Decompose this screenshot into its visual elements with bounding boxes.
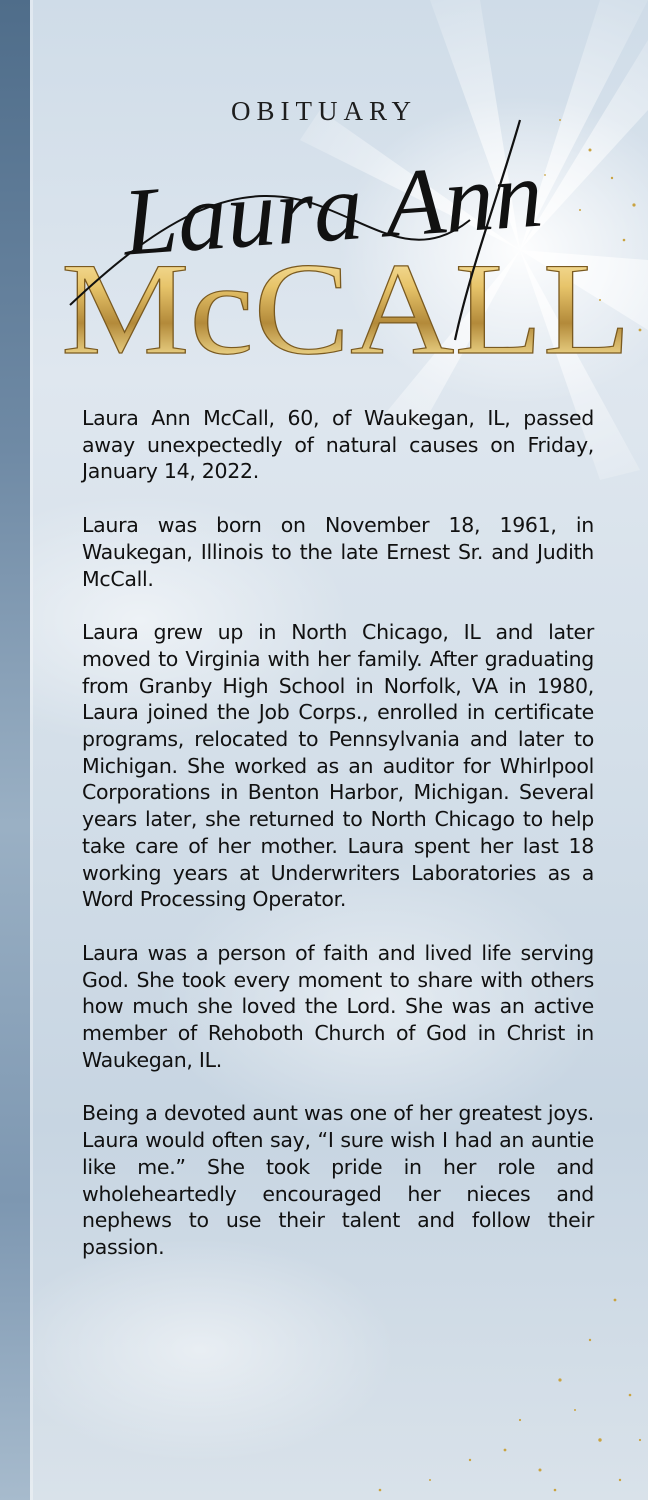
- paragraph-faith: Laura was a person of faith and lived life serving God. She took every moment to share with others how much she loved the Lord. She was an active member of Rehoboth Church of God in Christ in Waukegan, IL.: [82, 940, 594, 1072]
- script-first-name: [0, 100, 648, 350]
- obituary-heading: OBITUARY: [230, 96, 417, 126]
- paragraph-birth: Laura was born on November 18, 1961, in Waukegan, Illinois to the late Ernest Sr. and Judith McCall.: [82, 513, 594, 591]
- paragraph-intro: Laura Ann McCall, 60, of Waukegan, IL, passed away unexpectedly of natural causes on Friday, January 14, 2022.: [82, 406, 594, 484]
- paragraph-family: Being a devoted aunt was one of her greatest joys. Laura would often say, “I sure wish I had an auntie like me.” She took pride in her role and wholeheartedly encouraged her nieces and nephews to use their talent and follow their passion.: [82, 1101, 594, 1259]
- svg-text:Laura Ann: Laura Ann: [119, 140, 538, 276]
- obituary-body: [82, 405, 594, 1288]
- svg-text:McCALL: McCALL: [61, 238, 631, 368]
- paragraph-life: Laura grew up in North Chicago, IL and later moved to Virginia with her family. After graduating from Granby High School in Norfolk, VA in 1980, Laura joined the Job Corps., enrolled in certificate programs, relocated to Pennsylvania and later to Michigan. She worked as an auditor for Whirlpool Corporations in Benton Harbor, Michigan. Several years later, she returned to North Chicago to help take care of her mother. Laura spent her last 18 working years at Underwriters Laboratories as a Word Processing Operator.: [82, 620, 594, 912]
